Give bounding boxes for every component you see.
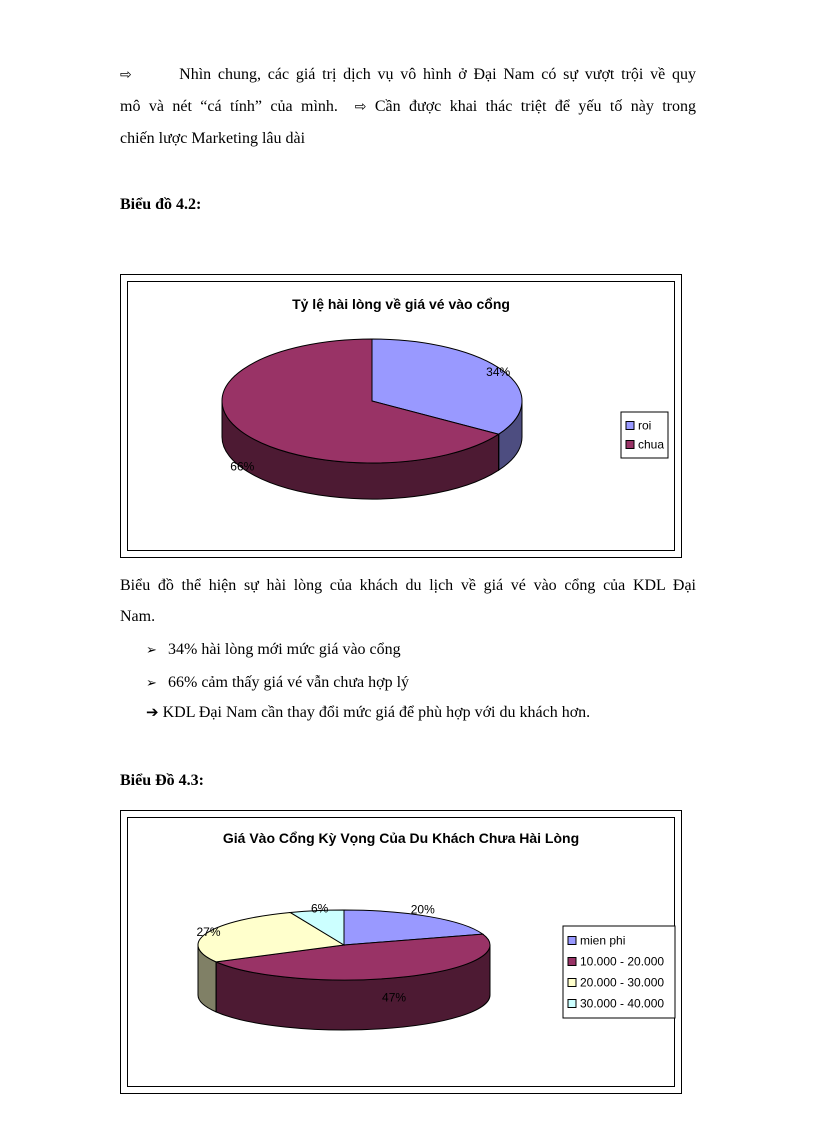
- legend-swatch: [626, 441, 634, 449]
- chart-4-3: [120, 810, 682, 1094]
- bullet-item-1: ➢ 34% hài lòng mới mức giá vào cổng: [146, 640, 401, 661]
- bullet-item-2: ➢ 66% cảm thấy giá vé vẫn chưa hợp lý: [146, 673, 409, 694]
- intro-line-3: chiến lược Marketing lâu dài: [120, 130, 306, 147]
- arrow-right-icon: ⇨: [354, 99, 367, 115]
- arrowhead-bullet-icon: ➢: [146, 643, 157, 658]
- caption-line-1: Biểu đồ thể hiện sự hài lòng của khách du lịch về giá vé vào cổng của KDL Đại: [120, 577, 696, 594]
- conclusion-line: ➔ KDL Đại Nam cần thay đổi mức giá để phù hợp với du khách hơn.: [146, 703, 591, 721]
- legend-label: 20.000 - 30.000: [580, 975, 665, 990]
- chart-heading-4-2: Biểu đồ 4.2:: [120, 196, 202, 213]
- legend-swatch: [568, 958, 576, 966]
- chart-caption: [120, 570, 696, 632]
- legend-swatch: [568, 979, 576, 987]
- pie-chart-4-3: [121, 811, 681, 1093]
- chart-heading-4-3: Biểu Đồ 4.3:: [120, 772, 204, 789]
- legend-label: mien phi: [580, 933, 626, 948]
- intro-line-2: mô và nét “cá tính” của mình. ⇨ Cần được khai thác triệt để yếu tố này trong: [120, 98, 697, 115]
- data-label: 6%: [310, 901, 329, 916]
- data-label: 47%: [382, 990, 407, 1005]
- data-label: 66%: [230, 459, 255, 474]
- legend-swatch: [626, 422, 634, 430]
- arrowhead-bullet-icon: ➢: [146, 676, 157, 691]
- legend-swatch: [568, 937, 576, 945]
- pie-chart-4-2: [121, 275, 681, 557]
- legend-label: 30.000 - 40.000: [580, 996, 665, 1011]
- legend-label: roi: [638, 418, 652, 433]
- intro-line-1: ⇨ Nhìn chung, các giá trị dịch vụ vô hình ở Đại Nam có sự vượt trội về quy: [120, 66, 696, 83]
- caption-line-2: Nam.: [120, 608, 156, 625]
- legend-swatch: [568, 1000, 576, 1008]
- chart-title: Tỷ lệ hài lòng về giá vé vào cổng: [292, 296, 510, 312]
- data-label: 20%: [410, 902, 435, 917]
- arrow-right-icon: ⇨: [120, 67, 132, 83]
- chart-4-2: [120, 274, 682, 558]
- legend-label: chua: [638, 437, 665, 452]
- chart-title: Giá Vào Cổng Kỳ Vọng Của Du Khách Chưa Hài Lòng: [222, 830, 580, 846]
- data-label: 27%: [196, 924, 221, 939]
- intro-paragraph: [120, 59, 696, 154]
- bold-arrow-icon: ➔: [146, 703, 159, 721]
- data-label: 34%: [486, 364, 511, 379]
- legend-label: 10.000 - 20.000: [580, 954, 665, 969]
